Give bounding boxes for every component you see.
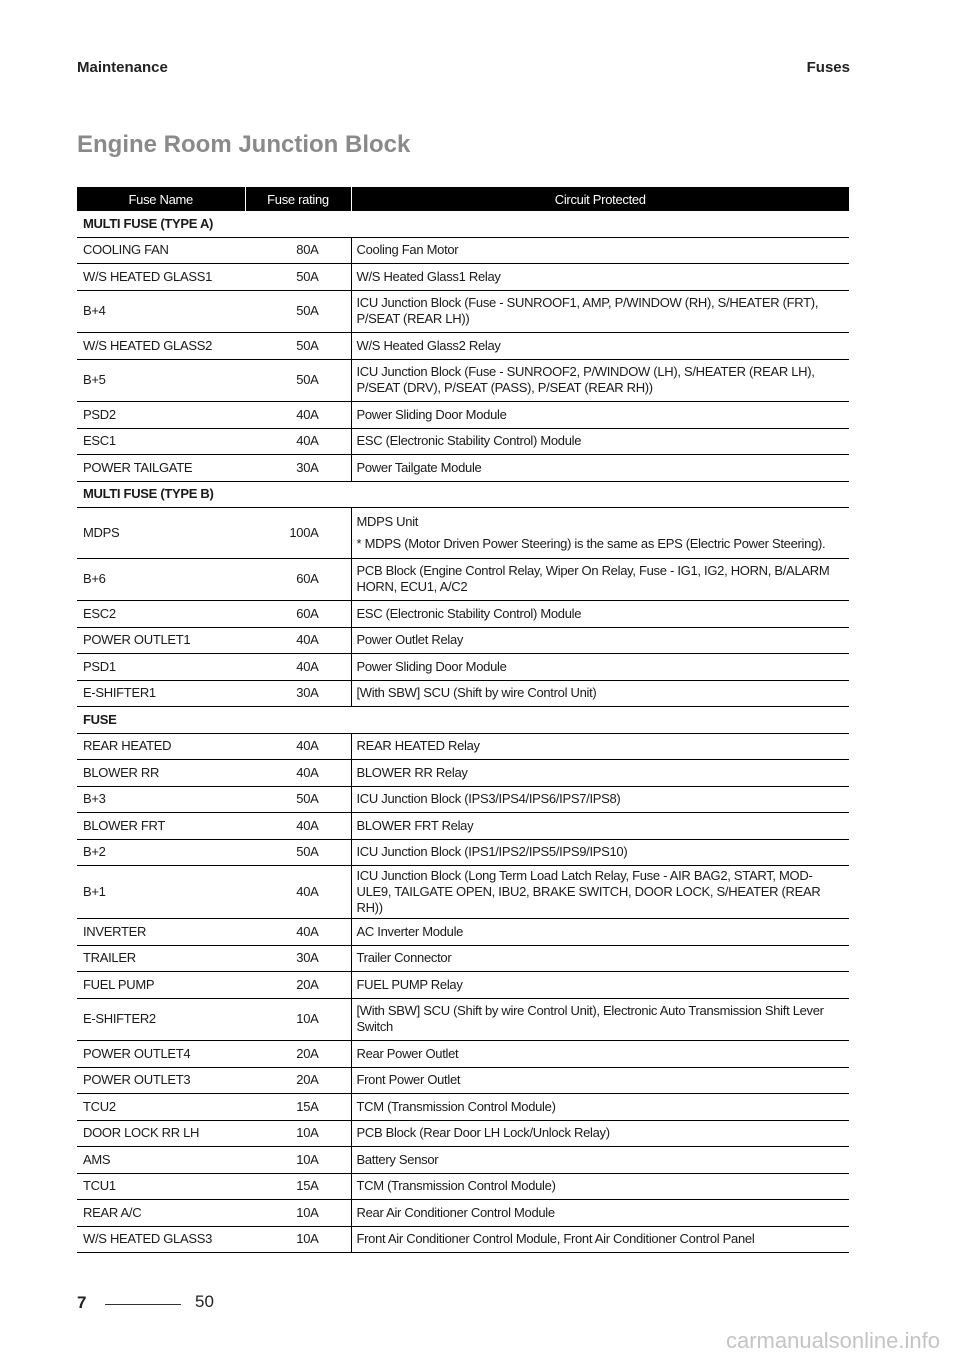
table-header-row [77,187,849,211]
fuse-rating: 40A [245,654,351,681]
fuse-rating: 20A [245,1067,351,1094]
table-row [77,402,849,429]
circuit-note: * MDPS (Motor Driven Power Steering) is the same as EPS (Electric Power Steering). [356,535,826,551]
fuse-rating: 60A [245,601,351,628]
section-heading: MULTI FUSE (TYPE B) [77,481,849,508]
fuse-rating: 10A [245,1120,351,1147]
fuse-rating: 40A [245,813,351,840]
circuit-protected: [With SBW] SCU (Shift by wire Control Unit), Electronic Auto Transmission Shift Lever Switch [351,998,849,1041]
fuse-rating: 10A [245,1226,351,1253]
column-header-fuse-rating: Fuse rating [245,187,351,211]
section-heading: MULTI FUSE (TYPE A) [77,211,849,237]
circuit-protected: Battery Sensor [351,1147,849,1174]
fuse-rating: 50A [245,359,351,402]
fuse-table [77,187,849,1253]
fuse-name: B+4 [77,290,245,333]
table-row [77,1226,849,1253]
circuit-protected: Power Sliding Door Module [351,654,849,681]
fuse-name: PSD1 [77,654,245,681]
fuse-name: POWER OUTLET1 [77,627,245,654]
fuse-rating: 50A [245,786,351,813]
circuit-protected: Trailer Connector [351,945,849,972]
fuse-rating: 80A [245,237,351,264]
fuse-rating: 100A [245,508,351,559]
circuit-protected: Rear Air Conditioner Control Module [351,1200,849,1227]
table-row [77,1200,849,1227]
fuse-name: POWER TAILGATE [77,455,245,482]
column-header-circuit-protected: Circuit Protected [351,187,849,211]
fuse-name: REAR A/C [77,1200,245,1227]
table-row [77,1041,849,1068]
circuit-protected: Rear Power Outlet [351,1041,849,1068]
section-label: Maintenance [77,59,168,76]
fuse-rating: 50A [245,264,351,291]
fuse-rating: 40A [245,760,351,787]
table-row [77,1147,849,1174]
fuse-name: B+1 [77,866,245,919]
fuse-name: COOLING FAN [77,237,245,264]
fuse-name: MDPS [77,508,245,559]
circuit-protected: Power Sliding Door Module [351,402,849,429]
table-row [77,945,849,972]
circuit-protected: [With SBW] SCU (Shift by wire Control Unit) [351,680,849,707]
chapter-number: 7 [77,1293,87,1312]
circuit-protected: W/S Heated Glass1 Relay [351,264,849,291]
table-row [77,455,849,482]
fuse-rating: 15A [245,1094,351,1121]
table-row [77,760,849,787]
table-row [77,866,849,919]
circuit-text: MDPS Unit [356,513,419,529]
table-row [77,733,849,760]
table-row [77,290,849,333]
circuit-protected: Front Power Outlet [351,1067,849,1094]
fuse-name: INVERTER [77,919,245,946]
circuit-protected: W/S Heated Glass2 Relay [351,333,849,360]
fuse-rating: 20A [245,972,351,999]
table-row [77,601,849,628]
table-row [77,558,849,601]
table-row [77,508,849,559]
fuse-name: TCU1 [77,1173,245,1200]
fuse-rating: 40A [245,627,351,654]
table-row [77,998,849,1041]
fuse-rating: 40A [245,733,351,760]
fuse-rating: 10A [245,998,351,1041]
fuse-name: AMS [77,1147,245,1174]
table-row [77,428,849,455]
fuse-name: DOOR LOCK RR LH [77,1120,245,1147]
fuse-name: BLOWER FRT [77,813,245,840]
fuse-name: B+5 [77,359,245,402]
table-row [77,1120,849,1147]
fuse-name: POWER OUTLET4 [77,1041,245,1068]
fuse-rating: 30A [245,945,351,972]
table-row [77,1067,849,1094]
page-title: Engine Room Junction Block [77,131,411,158]
circuit-protected: Front Air Conditioner Control Module, Front Air Conditioner Control Panel [351,1226,849,1253]
circuit-protected: Power Outlet Relay [351,627,849,654]
circuit-protected: ICU Junction Block (Fuse - SUNROOF1, AMP, P/WINDOW (RH), S/HEATER (FRT), P/SEAT (REAR LH)) [351,290,849,333]
table-row [77,680,849,707]
fuse-name: REAR HEATED [77,733,245,760]
fuse-name: PSD2 [77,402,245,429]
fuse-name: E-SHIFTER1 [77,680,245,707]
fuse-name: W/S HEATED GLASS2 [77,333,245,360]
fuse-rating: 40A [245,428,351,455]
section-row [77,481,849,508]
fuse-name: BLOWER RR [77,760,245,787]
fuse-rating: 60A [245,558,351,601]
circuit-protected: ICU Junction Block (IPS3/IPS4/IPS6/IPS7/IPS8) [351,786,849,813]
footer-divider [105,1304,181,1305]
circuit-protected: PCB Block (Engine Control Relay, Wiper On Relay, Fuse - IG1, IG2, HORN, B/ALARM HORN, ECU1, A/C2 [351,558,849,601]
circuit-protected: BLOWER FRT Relay [351,813,849,840]
topic-label: Fuses [806,59,850,76]
table-row [77,359,849,402]
fuse-name: POWER OUTLET3 [77,1067,245,1094]
fuse-rating: 10A [245,1147,351,1174]
fuse-rating: 40A [245,866,351,919]
fuse-rating: 10A [245,1200,351,1227]
fuse-name: FUEL PUMP [77,972,245,999]
circuit-protected: ESC (Electronic Stability Control) Module [351,601,849,628]
fuse-name: ESC2 [77,601,245,628]
circuit-protected: ICU Junction Block (Fuse - SUNROOF2, P/WINDOW (LH), S/HEATER (REAR LH), P/SEAT (DRV), P/SEAT (PASS), P/SEAT (REAR RH)) [351,359,849,402]
circuit-protected: BLOWER RR Relay [351,760,849,787]
fuse-rating: 30A [245,455,351,482]
table-row [77,654,849,681]
page-number: 50 [195,1292,214,1311]
circuit-protected: ICU Junction Block (Long Term Load Latch Relay, Fuse - AIR BAG2, START, MOD-ULE9, TAILGATE OPEN, IBU2, BRAKE SWITCH, DOOR LOCK, S/HEATER (REAR RH)) [351,866,849,919]
section-row [77,707,849,734]
fuse-rating: 40A [245,402,351,429]
fuse-rating: 50A [245,290,351,333]
circuit-protected: Power Tailgate Module [351,455,849,482]
table-row [77,839,849,866]
table-row [77,1094,849,1121]
circuit-protected: TCM (Transmission Control Module) [351,1173,849,1200]
fuse-rating: 15A [245,1173,351,1200]
section-row [77,211,849,237]
table-row [77,264,849,291]
fuse-rating: 40A [245,919,351,946]
table-row [77,919,849,946]
circuit-protected: PCB Block (Rear Door LH Lock/Unlock Relay) [351,1120,849,1147]
fuse-name: W/S HEATED GLASS3 [77,1226,245,1253]
table-row [77,813,849,840]
circuit-protected [351,508,849,559]
table-row [77,1173,849,1200]
table-row [77,237,849,264]
fuse-rating: 50A [245,839,351,866]
fuse-name: B+3 [77,786,245,813]
circuit-protected: Cooling Fan Motor [351,237,849,264]
circuit-protected: ESC (Electronic Stability Control) Module [351,428,849,455]
fuse-name: TRAILER [77,945,245,972]
fuse-rating: 30A [245,680,351,707]
fuse-rating: 20A [245,1041,351,1068]
table-row [77,786,849,813]
table-row [77,972,849,999]
fuse-name: B+6 [77,558,245,601]
fuse-name: ESC1 [77,428,245,455]
circuit-protected: ICU Junction Block (IPS1/IPS2/IPS5/IPS9/IPS10) [351,839,849,866]
table-row [77,333,849,360]
fuse-name: W/S HEATED GLASS1 [77,264,245,291]
table-row [77,627,849,654]
circuit-protected: AC Inverter Module [351,919,849,946]
fuse-name: TCU2 [77,1094,245,1121]
circuit-protected: FUEL PUMP Relay [351,972,849,999]
circuit-protected: TCM (Transmission Control Module) [351,1094,849,1121]
column-header-fuse-name: Fuse Name [77,187,245,211]
fuse-name: E-SHIFTER2 [77,998,245,1041]
section-heading: FUSE [77,707,849,734]
watermark: carmanualsonline.info [725,1328,940,1353]
fuse-rating: 50A [245,333,351,360]
circuit-protected: REAR HEATED Relay [351,733,849,760]
fuse-name: B+2 [77,839,245,866]
table-body [77,211,849,1253]
